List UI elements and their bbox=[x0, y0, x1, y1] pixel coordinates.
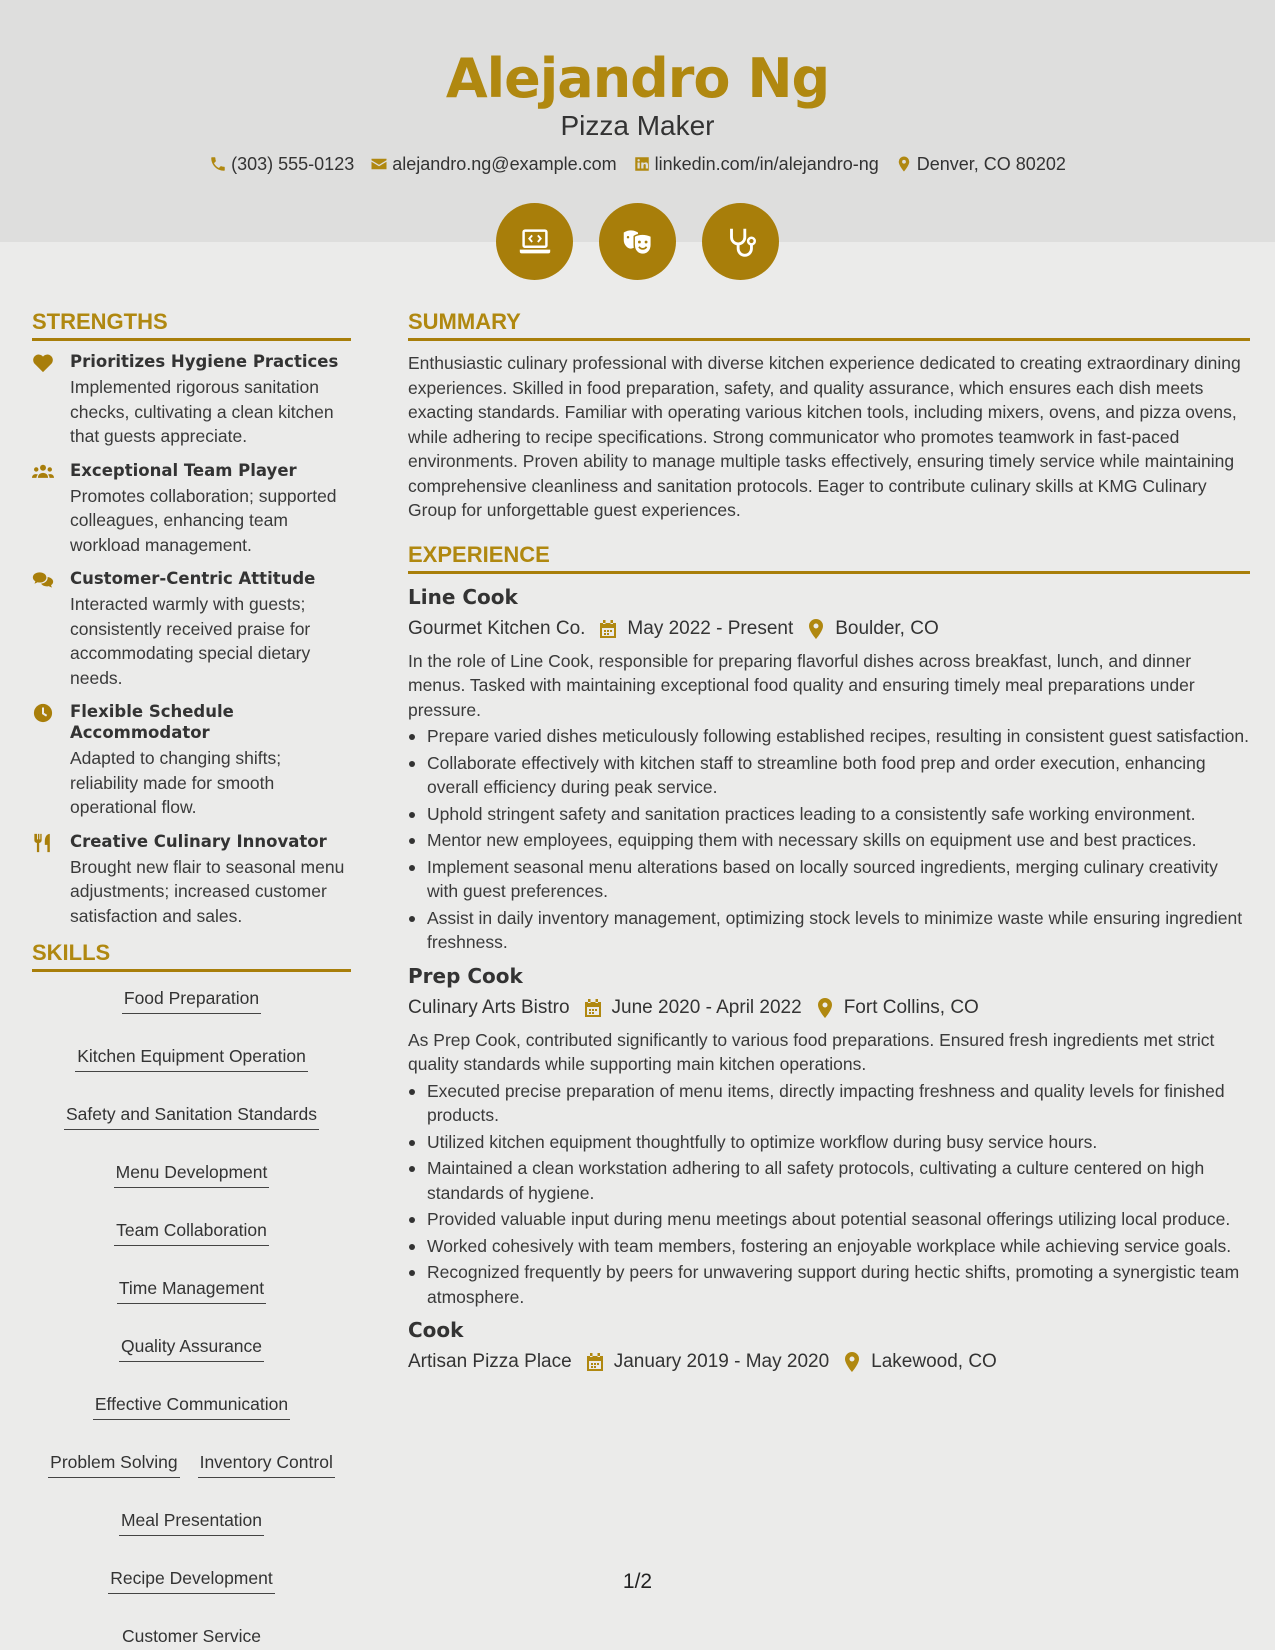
job-bullet: Collaborate effectively with kitchen staff to streamline both food prep and order execution, enhancing overall efficiency during peak service. bbox=[408, 751, 1250, 800]
contact-bar bbox=[0, 152, 1275, 176]
interest-badges bbox=[0, 203, 1275, 280]
skill-tag: Time Management bbox=[117, 1276, 266, 1304]
strength-desc: Adapted to changing shifts; reliability made for smooth operational flow. bbox=[70, 748, 282, 817]
map-pin-icon bbox=[843, 1352, 861, 1372]
badge-masks bbox=[599, 203, 676, 280]
job-title-heading: Pizza Maker bbox=[560, 110, 715, 141]
skill-tag: Customer Service bbox=[120, 1624, 263, 1650]
contact-linkedin-text: linkedin.com/in/alejandro-ng bbox=[654, 154, 879, 174]
skill-tag: Meal Presentation bbox=[119, 1508, 264, 1536]
job-description: In the role of Line Cook, responsible for preparing flavorful dishes across breakfast, lunch, and dinner menus. Tasked with maintaining exceptional food quality and ensuring timely meal preparations under pressure. bbox=[408, 650, 1195, 720]
job-bullets bbox=[408, 724, 1250, 955]
page-number: 1/2 bbox=[622, 1570, 653, 1593]
job-bullets bbox=[408, 1079, 1250, 1310]
skills-list bbox=[32, 982, 351, 1650]
users-icon bbox=[32, 462, 54, 482]
utensils-icon bbox=[32, 833, 54, 853]
job-title: Prep Cook bbox=[408, 963, 523, 988]
job-meta bbox=[408, 616, 1250, 642]
job-bullet: Provided valuable input during menu meetings about potential seasonal offerings utilizing local produce. bbox=[408, 1207, 1250, 1232]
strengths-heading: STRENGTHS bbox=[32, 308, 351, 341]
job-bullet: Assist in daily inventory management, optimizing stock levels to minimize waste while ensuring ingredient freshness. bbox=[408, 906, 1250, 955]
job-company: Artisan Pizza Place bbox=[408, 1351, 572, 1372]
job-company: Culinary Arts Bistro bbox=[408, 996, 570, 1018]
strength-desc: Interacted warmly with guests; consistently received praise for accommodating special dietary needs. bbox=[70, 594, 311, 688]
left-column bbox=[32, 308, 351, 1650]
calendar-icon bbox=[586, 1352, 604, 1372]
skill-tag: Problem Solving bbox=[48, 1450, 179, 1478]
strength-title: Exceptional Team Player bbox=[70, 460, 297, 480]
job-bullet: Worked cohesively with team members, fostering an enjoyable workplace while achieving service goals. bbox=[408, 1234, 1250, 1259]
skill-tag: Quality Assurance bbox=[119, 1334, 264, 1362]
strength-item bbox=[32, 701, 351, 820]
job-entry bbox=[408, 1317, 1250, 1375]
experience-heading: EXPERIENCE bbox=[408, 541, 1250, 574]
skills-heading: SKILLS bbox=[32, 939, 351, 972]
map-pin-icon bbox=[895, 155, 913, 173]
job-meta bbox=[408, 995, 1250, 1021]
job-bullet: Maintained a clean workstation adhering to all safety protocols, cultivating a culture centered on high standards of hygiene. bbox=[408, 1156, 1250, 1205]
contact-linkedin[interactable] bbox=[633, 152, 879, 176]
job-dates: January 2019 - May 2020 bbox=[613, 1351, 830, 1372]
job-meta bbox=[408, 1349, 1250, 1375]
strength-title: Flexible Schedule Accommodator bbox=[70, 702, 234, 742]
skill-tag: Kitchen Equipment Operation bbox=[75, 1044, 308, 1072]
strength-desc: Implemented rigorous sanitation checks, cultivating a clean kitchen that guests appreciate. bbox=[70, 377, 334, 446]
job-location: Boulder, CO bbox=[835, 617, 939, 639]
contact-location-text: Denver, CO 80202 bbox=[916, 154, 1066, 174]
strength-item bbox=[32, 351, 351, 449]
strength-desc: Brought new flair to seasonal menu adjustments; increased customer satisfaction and sales. bbox=[70, 856, 345, 926]
stethoscope-icon bbox=[722, 223, 760, 261]
right-column bbox=[408, 308, 1250, 1382]
skill-tag: Inventory Control bbox=[198, 1450, 335, 1478]
strength-desc: Promotes collaboration; supported colleagues, enhancing team workload management. bbox=[70, 485, 337, 555]
job-location: Lakewood, CO bbox=[871, 1351, 997, 1372]
strength-title: Prioritizes Hygiene Practices bbox=[70, 352, 339, 371]
badge-stethoscope bbox=[702, 203, 779, 280]
job-title: Line Cook bbox=[408, 584, 518, 609]
contact-email[interactable] bbox=[370, 152, 616, 176]
job-description: As Prep Cook, contributed significantly to various food preparations. Ensured fresh ingredients met strict quality standards while supporting main kitchen operations. bbox=[408, 1029, 1215, 1074]
skill-tag: Team Collaboration bbox=[114, 1218, 269, 1246]
map-pin-icon bbox=[816, 998, 834, 1018]
job-dates: May 2022 - Present bbox=[627, 617, 794, 639]
clock-icon bbox=[32, 703, 54, 723]
skill-tag: Safety and Sanitation Standards bbox=[64, 1102, 319, 1130]
job-bullet: Uphold stringent safety and sanitation practices leading to a consistently safe working environment. bbox=[408, 802, 1250, 827]
skill-tag: Recipe Development bbox=[108, 1566, 274, 1594]
summary-heading: SUMMARY bbox=[408, 308, 1250, 341]
badge-laptop bbox=[496, 203, 573, 280]
strength-title: Creative Culinary Innovator bbox=[70, 831, 327, 851]
job-location: Fort Collins, CO bbox=[843, 996, 979, 1018]
job-dates: June 2020 - April 2022 bbox=[611, 996, 802, 1018]
skill-tag: Food Preparation bbox=[122, 986, 261, 1014]
candidate-name: Alejandro Ng bbox=[445, 47, 830, 110]
skill-tag: Effective Communication bbox=[93, 1392, 290, 1420]
calendar-icon bbox=[599, 619, 617, 639]
theater-masks-icon bbox=[619, 223, 657, 261]
contact-email-text: alejandro.ng@example.com bbox=[392, 154, 617, 174]
job-bullet: Implement seasonal menu alterations based on locally sourced ingredients, merging culinary creativity with guest preferences. bbox=[408, 855, 1250, 904]
linkedin-icon bbox=[633, 155, 651, 173]
envelope-icon bbox=[370, 155, 388, 173]
job-bullet: Utilized kitchen equipment thoughtfully to optimize workflow during busy service hours. bbox=[408, 1130, 1250, 1155]
job-entry bbox=[408, 963, 1250, 1310]
heart-icon bbox=[32, 353, 54, 373]
strength-title: Customer-Centric Attitude bbox=[70, 569, 316, 588]
strength-item bbox=[32, 831, 351, 929]
job-bullet: Prepare varied dishes meticulously following established recipes, resulting in consistent guest satisfaction. bbox=[408, 724, 1250, 749]
contact-location bbox=[895, 152, 1066, 176]
job-entry bbox=[408, 584, 1250, 955]
contact-phone-text: (303) 555-0123 bbox=[231, 154, 355, 174]
map-pin-icon bbox=[807, 619, 825, 639]
job-bullet: Executed precise preparation of menu items, directly impacting freshness and quality levels for finished products. bbox=[408, 1079, 1250, 1128]
calendar-icon bbox=[584, 998, 602, 1018]
skill-tag: Menu Development bbox=[114, 1160, 270, 1188]
job-bullet: Mentor new employees, equipping them with necessary skills on equipment use and best practices. bbox=[408, 828, 1250, 853]
strength-item bbox=[32, 460, 351, 558]
contact-phone[interactable] bbox=[209, 152, 354, 176]
comments-icon bbox=[32, 570, 54, 590]
job-bullet: Recognized frequently by peers for unwavering support during hectic shifts, promoting a synergistic team atmosphere. bbox=[408, 1260, 1250, 1309]
laptop-code-icon bbox=[516, 223, 554, 261]
job-title: Cook bbox=[408, 1318, 464, 1342]
job-company: Gourmet Kitchen Co. bbox=[408, 617, 586, 639]
strength-item bbox=[32, 568, 351, 690]
summary-text: Enthusiastic culinary professional with diverse kitchen experience dedicated to creating extraordinary dining experiences. Skilled in food preparation, safety, and quality assurance, which ensures each dish meets exacting standards. Familiar with operating various kitchen tools, including mixers, ovens, and pizza ovens, while adhering to recipe specifications. Strong communicator who promotes teamwork in fast-paced environments. Proven ability to manage multiple tasks effectively, ensuring timely service while maintaining comprehensive cleanliness and sanitation protocols. Eager to contribute culinary skills at KMG Culinary Group for unforgettable guest experiences. bbox=[408, 353, 1241, 520]
phone-icon bbox=[209, 155, 227, 173]
